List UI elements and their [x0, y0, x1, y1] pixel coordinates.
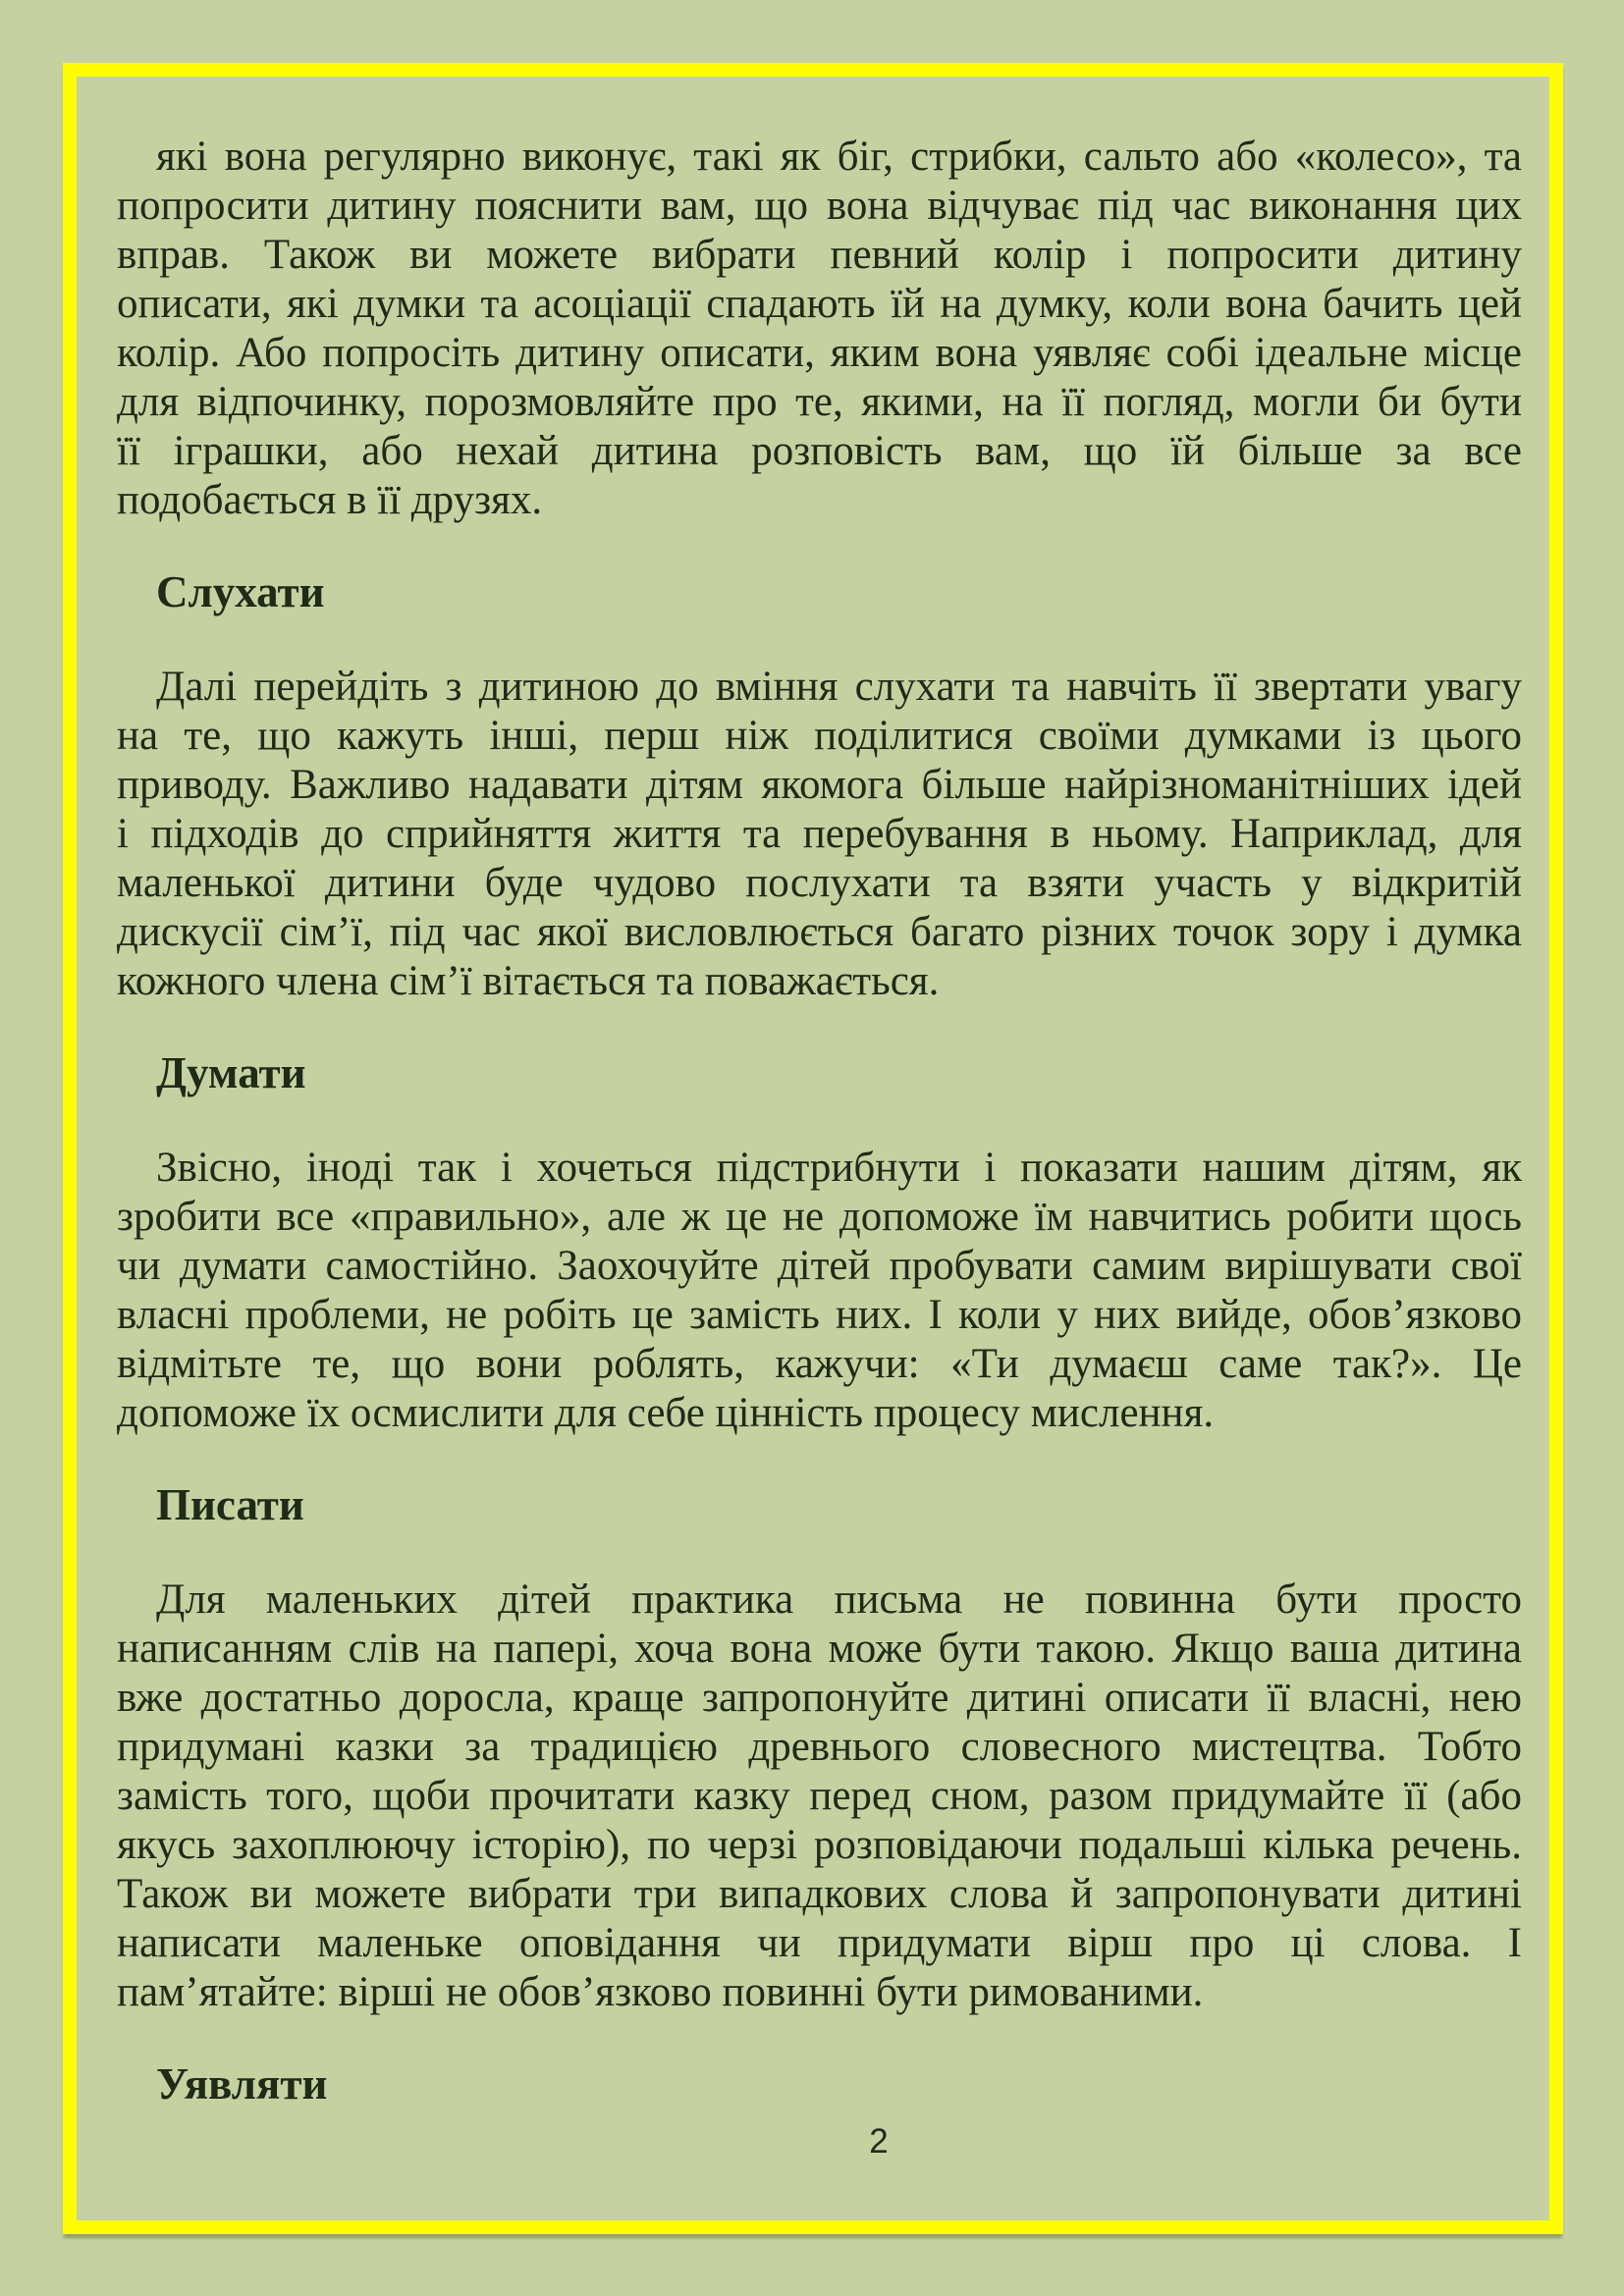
text-line: чи думати самостійно. Заохочуйте дітей пробувати самим вирішувати свої [117, 1243, 1522, 1289]
text-line: подобається в її друзях. [117, 477, 543, 523]
text-line: написати маленьке оповідання чи придумати вірш про ці слова. І [117, 1920, 1522, 1966]
text-line: на те, що кажуть інші, перш ніж поділитися своїми думками із цього [117, 713, 1522, 759]
text-line: Звісно, іноді так і хочеться підстрибнути і показати нашим дітям, як [156, 1145, 1522, 1191]
section-heading: Писати [156, 1480, 304, 1529]
text-line: її іграшки, або нехай дитина розповість вам, що їй більше за все [117, 428, 1522, 474]
section-heading: Слухати [156, 567, 325, 616]
text-line: зробити все «правильно», але ж це не допоможе їм навчитись робити щось [117, 1194, 1522, 1240]
text-line: маленької дитини буде чудово послухати та взяти участь у відкритій [117, 860, 1522, 906]
text-line: і підходів до сприйняття життя та перебування в ньому. Наприклад, для [117, 811, 1522, 857]
paragraph [117, 1575, 1522, 2017]
text-line: дискусії сім’ї, під час якої висловлюється багато різних точок зору і думка [117, 909, 1522, 955]
text-line: пам’ятайте: вірші не обов’язково повинні бути римованими. [117, 1969, 1204, 2015]
text-line: написанням слів на папері, хоча вона може бути такою. Якщо ваша дитина [117, 1626, 1522, 1672]
text-line: кожного члена сім’ї вітається та поважається. [117, 958, 940, 1004]
text-line: приводу. Важливо надавати дітям якомога більше найрізноманітніших ідей [117, 762, 1522, 808]
section-heading: Думати [156, 1048, 306, 1097]
text-line: допоможе їх осмислити для себе цінність процесу мислення. [117, 1390, 1215, 1436]
paragraph [117, 133, 1522, 525]
text-line: Далі перейдіть з дитиною до вміння слухати та навчіть її звертати увагу [156, 664, 1522, 710]
text-line: Для маленьких дітей практика письма не повинна бути просто [156, 1576, 1522, 1623]
text-line: Також ви можете вибрати три випадкових слова й запропонувати дитині [117, 1871, 1522, 1917]
text-line: замість того, щоби прочитати казку перед сном, разом придумайте її (або [117, 1773, 1522, 1819]
text-line: які вона регулярно виконує, такі як біг, стрибки, сальто або «колесо», та [156, 133, 1522, 180]
page-content [77, 77, 1549, 2220]
section-heading: Уявляти [156, 2059, 328, 2109]
yellow-border-frame [63, 63, 1563, 2234]
text-line: попросити дитину пояснити вам, що вона відчуває під час виконання цих [117, 183, 1522, 229]
text-line: для відпочинку, порозмовляйте про те, якими, на її погляд, могли би бути [117, 379, 1522, 425]
paragraph [117, 1144, 1522, 1438]
text-line: якусь захоплюючу історію), по черзі розповідаючи подальші кілька речень. [117, 1822, 1522, 1868]
text-line: описати, які думки та асоціації спадають їй на думку, коли вона бачить цей [117, 281, 1522, 327]
text-line: вправ. Також ви можете вибрати певний колір і попросити дитину [117, 232, 1522, 278]
text-line: вже достатньо доросла, краще запропонуйте дитині описати її власні, нею [117, 1675, 1522, 1721]
text-line: колір. Або попросіть дитину описати, яким вона уявляє собі ідеальне місце [117, 330, 1522, 376]
page-number: 2 [869, 2122, 889, 2161]
text-line: придумані казки за традицією древнього словесного мистецтва. Тобто [117, 1724, 1522, 1770]
text-line: відмітьте те, що вони роблять, кажучи: «Ти думаєш саме так?». Це [117, 1341, 1522, 1387]
paragraph [117, 663, 1522, 1006]
text-line: власні проблеми, не робіть це замість них. І коли у них вийде, обов’язково [117, 1292, 1522, 1338]
